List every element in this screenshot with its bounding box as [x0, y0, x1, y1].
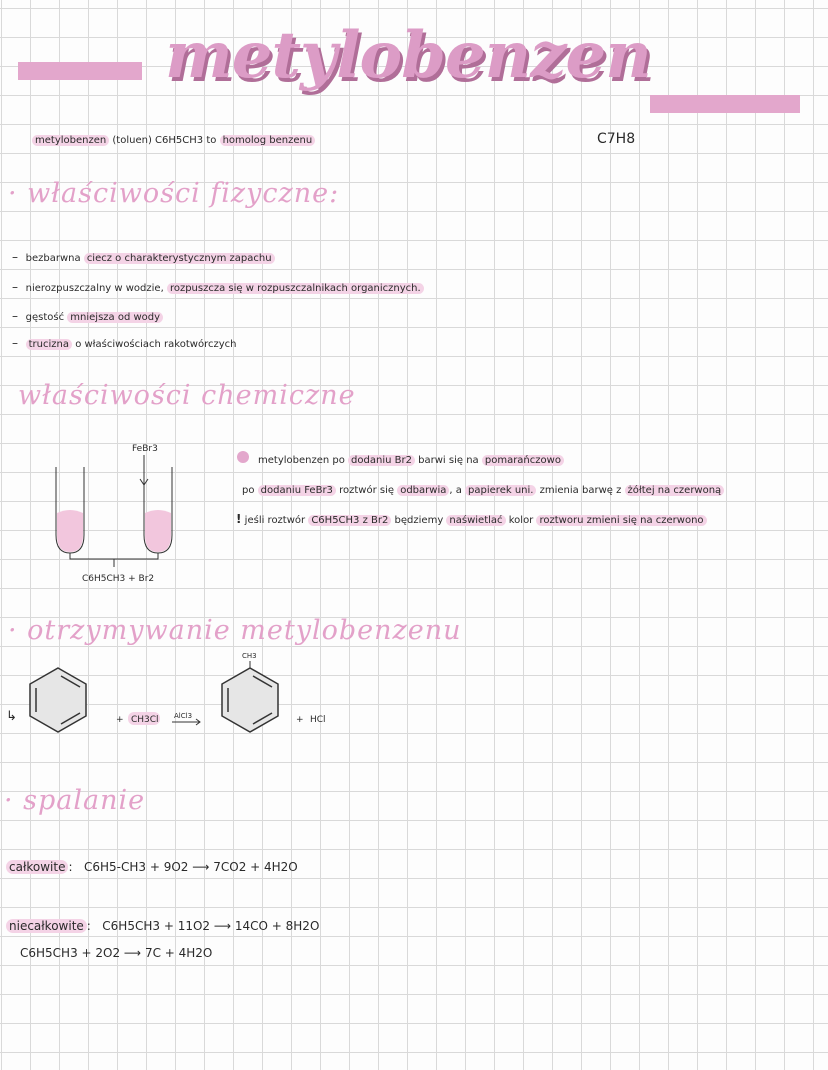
item-text: gęstość [25, 312, 65, 323]
connector-line [70, 553, 158, 567]
liquid-left [57, 510, 83, 552]
liquid-right [145, 510, 171, 552]
toluene-ring [222, 668, 278, 732]
mixture-label: C6H5CH3 + Br2 [82, 574, 155, 584]
physical-item: – bezbarwna ciecz o charakterystycznym zapachu [12, 250, 275, 264]
highlight: C6H5CH3 z Br2 [308, 515, 391, 526]
intro-term: metylobenzen [32, 135, 109, 146]
highlight: papierek uni. [465, 485, 536, 496]
text: zmienia barwę z [539, 485, 622, 496]
chemical-line-2 [242, 485, 724, 496]
page-title: metylobenzen [165, 18, 651, 93]
item-highlight: trucizna [26, 339, 72, 350]
physical-heading: · właściwości fizyczne: [8, 178, 340, 209]
item-highlight: ciecz o charakterystycznym zapachu [84, 253, 275, 264]
exclamation-icon: ! [236, 512, 242, 526]
physical-item: – trucizna o właściwościach rakotwórczych [12, 336, 237, 350]
item-highlight: mniejsza od wody [67, 312, 163, 323]
incomplete-equation-1: C6H5CH3 + 11O2 ⟶ 14CO + 8H2O [102, 919, 320, 933]
text: jeśli roztwór [244, 515, 306, 526]
item-highlight: rozpuszcza się w rozpuszczalnikach organicznych. [167, 283, 424, 294]
product: HCl [310, 715, 326, 725]
item-text: o właściwościach rakotwórczych [75, 339, 237, 350]
text: kolor [508, 515, 534, 526]
complete-label: całkowite [6, 860, 68, 874]
item-text: bezbarwna [25, 253, 81, 264]
physical-item: – gęstość mniejsza od wody [12, 309, 163, 323]
highlight: dodaniu Br2 [348, 455, 415, 466]
intro-connector: to [206, 135, 217, 146]
highlight: pomarańczowo [482, 455, 564, 466]
text: , a [449, 485, 462, 496]
item-text: nierozpuszczalny w wodzie, [25, 283, 164, 294]
molecular-formula: C7H8 [597, 131, 636, 147]
decorative-bar-left [18, 62, 142, 80]
reagent: CH3Cl [131, 715, 159, 725]
text: barwi się na [418, 455, 479, 466]
text: po [242, 485, 255, 496]
highlight: żółtej na czerwoną [625, 485, 725, 496]
intro-line [32, 135, 315, 146]
obtaining-heading: · otrzymywanie metylobenzenu [8, 615, 462, 646]
chemical-line-1 [258, 455, 564, 466]
text: będziemy [394, 515, 444, 526]
highlight: roztworu zmieni się na czerwono [536, 515, 706, 526]
incomplete-combustion: niecałkowite : C6H5CH3 + 11O2 ⟶ 14CO + 8H2O [6, 919, 319, 933]
synthesis-reaction [0, 640, 400, 750]
incomplete-equation-2: C6H5CH3 + 2O2 ⟶ 7C + 4H2O [20, 946, 213, 960]
intro-alias: (toluen) [112, 135, 152, 146]
plus-sign: + [116, 715, 124, 725]
chemical-heading: właściwości chemiczne [18, 380, 356, 411]
benzene-ring [30, 668, 86, 732]
plus-sign: + [296, 715, 304, 725]
incomplete-label: niecałkowite [6, 919, 87, 933]
highlight: odbarwia [397, 485, 449, 496]
highlight: dodaniu FeBr3 [258, 485, 336, 496]
text: roztwór się [339, 485, 395, 496]
highlight: naświetlać [446, 515, 505, 526]
bullet-dot-icon [237, 451, 249, 463]
arrow-mark-icon: ↳ [6, 709, 17, 724]
physical-item: – nierozpuszczalny w wodzie, rozpuszcza się w rozpuszczalnikach organicznych. [12, 280, 424, 294]
intro-formula: C6H5CH3 [155, 135, 204, 146]
decorative-bar-right [650, 95, 800, 113]
intro-homolog: homolog benzenu [220, 135, 316, 146]
catalyst-label: FeBr3 [132, 444, 158, 454]
substituent: CH3 [242, 652, 257, 660]
combustion-heading: · spalanie [4, 785, 146, 816]
complete-combustion: całkowite : C6H5-CH3 + 9O2 ⟶ 7CO2 + 4H2O [6, 860, 298, 874]
complete-equation: C6H5-CH3 + 9O2 ⟶ 7CO2 + 4H2O [83, 860, 298, 874]
text: metylobenzen po [258, 455, 345, 466]
test-tubes-diagram [40, 435, 200, 590]
catalyst: AlCl3 [174, 712, 193, 720]
chemical-line-3 [236, 512, 707, 526]
